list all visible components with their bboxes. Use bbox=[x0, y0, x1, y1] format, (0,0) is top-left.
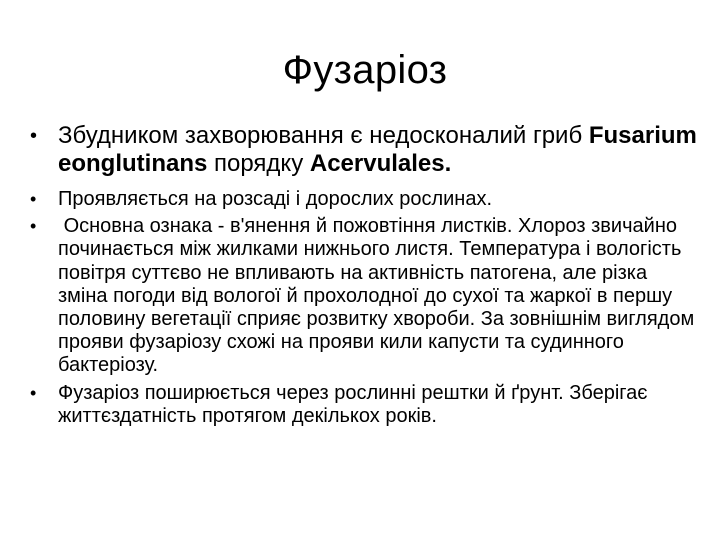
bullet-marker: • bbox=[30, 125, 38, 147]
bullet-item-spread bbox=[26, 382, 698, 428]
bullet-text: Проявляється на розсаді і дорослих рослинах. bbox=[58, 188, 493, 210]
bullet-text: Фузаріоз поширюється через рослинні рештки й ґрунт. Зберігає життєздатність протягом декількох років. bbox=[58, 381, 648, 427]
order-name: Acervulales. bbox=[309, 150, 452, 177]
bullet-text: Основна ознака - в'янення й пожовтіння листків. Хлороз звичайно починається між жилками нижнього листя. Температура і вологість повітря суттєво не впливають на активність патогена, але різка зміна погоди від вологої й прохолодної до сухої та жаркої в першу половину вегетації сприяє розвитку хвороби. За зовнішнім виглядом прояви фузаріозу схожі на прояви кили капусти та судинного бактеріозу. bbox=[58, 215, 700, 377]
bullet-text: порядку bbox=[207, 150, 310, 177]
bullet-list bbox=[26, 122, 698, 428]
bullet-marker: • bbox=[30, 189, 37, 209]
bullet-item-manifestation bbox=[26, 188, 698, 211]
slide-title: Фузаріоз bbox=[282, 48, 448, 92]
bullet-marker: • bbox=[30, 382, 37, 403]
bullet-item-symptoms bbox=[26, 215, 698, 377]
bullet-text: Збудником захворювання є недосконалий гриб bbox=[58, 122, 589, 149]
bullet-item-pathogen bbox=[26, 122, 698, 178]
pathogen-name: Fusarium eonglutinans bbox=[58, 122, 697, 177]
bullet-marker: • bbox=[30, 216, 37, 237]
